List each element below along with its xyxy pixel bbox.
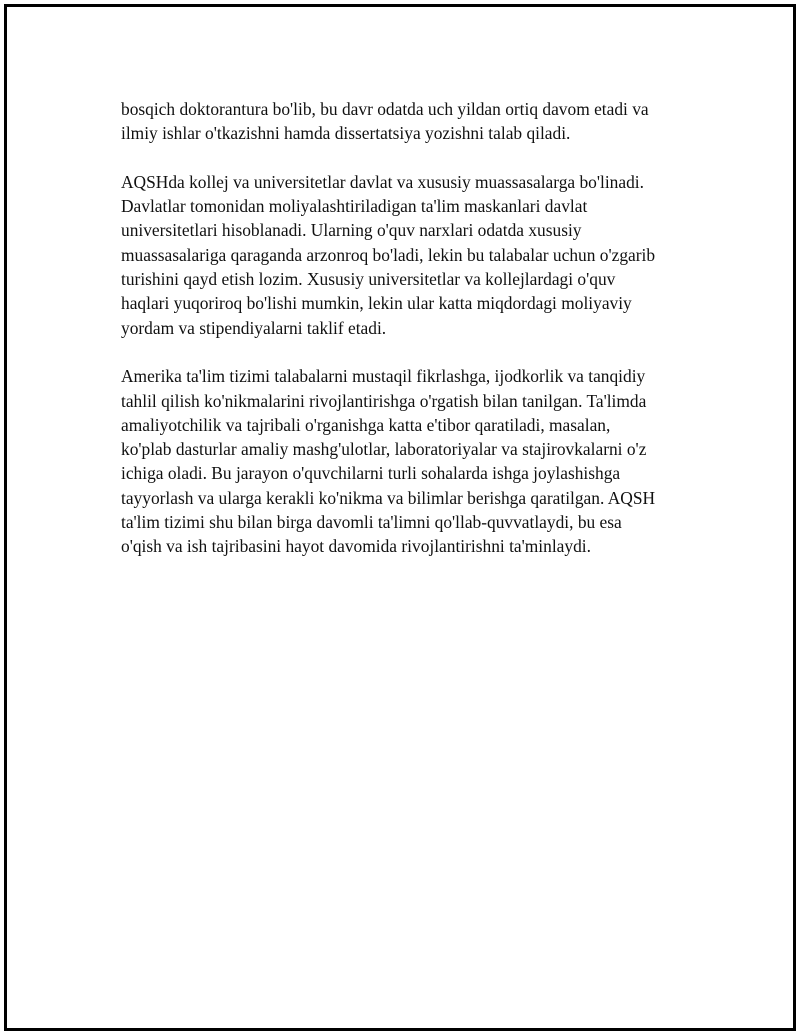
text-line: ta'lim tizimi shu bilan birga davomli ta'limni qo'llab-quvvatlaydi, bu esa <box>121 512 622 533</box>
text-line: tayyorlash va ularga kerakli ko'nikma va bilimlar berishga qaratilgan. AQSH <box>121 487 656 508</box>
text-line: universitetlari hisoblanadi. Ularning o'quv narxlari odatda xususiy <box>121 220 582 241</box>
text-line: o'qish va ish tajribasini hayot davomida rivojlantirishni ta'minlaydi. <box>121 536 591 557</box>
paragraph-3 <box>121 364 711 558</box>
text-line: bosqich doktorantura bo'lib, bu davr odatda uch yildan ortiq davom etadi va <box>121 99 649 119</box>
text-line: haqlari yuqoriroq bo'lishi mumkin, lekin ular katta miqdordagi moliyaviy <box>121 293 632 314</box>
paragraph-1 <box>121 97 711 146</box>
text-line: AQSHda kollej va universitetlar davlat va xususiy muassasalarga bo'linadi. <box>121 171 644 192</box>
text-line: Davlatlar tomonidan moliyalashtiriladigan ta'lim maskanlari davlat <box>121 196 588 217</box>
text-line: tahlil qilish ko'nikmalarini rivojlantirishga o'rgatish bilan tanilgan. Ta'limda <box>121 390 647 411</box>
text-line: ilmiy ishlar o'tkazishni hamda dissertatsiya yozishni talab qiladi. <box>121 123 571 144</box>
text-line: amaliyotchilik va tajribali o'rganishga katta e'tibor qaratiladi, masalan, <box>121 414 611 435</box>
text-line: yordam va stipendiyalarni taklif etadi. <box>121 317 387 338</box>
paragraph-2 <box>121 170 711 340</box>
text-line: ko'plab dasturlar amaliy mashg'ulotlar, laboratoriyalar va stajirovkalarni o'z <box>121 439 647 460</box>
text-line: ichiga oladi. Bu jarayon o'quvchilarni turli sohalarda ishga joylashishga <box>121 463 621 484</box>
document-body <box>121 97 711 583</box>
text-line: Amerika ta'lim tizimi talabalarni mustaqil fikrlashga, ijodkorlik va tanqidiy <box>121 366 646 387</box>
text-line: turishini qayd etish lozim. Xususiy universitetlar va kollejlardagi o'quv <box>121 269 616 290</box>
page-frame <box>4 4 796 1031</box>
text-line: muassasalariga qaraganda arzonroq bo'ladi, lekin bu talabalar uchun o'zgarib <box>121 244 656 265</box>
